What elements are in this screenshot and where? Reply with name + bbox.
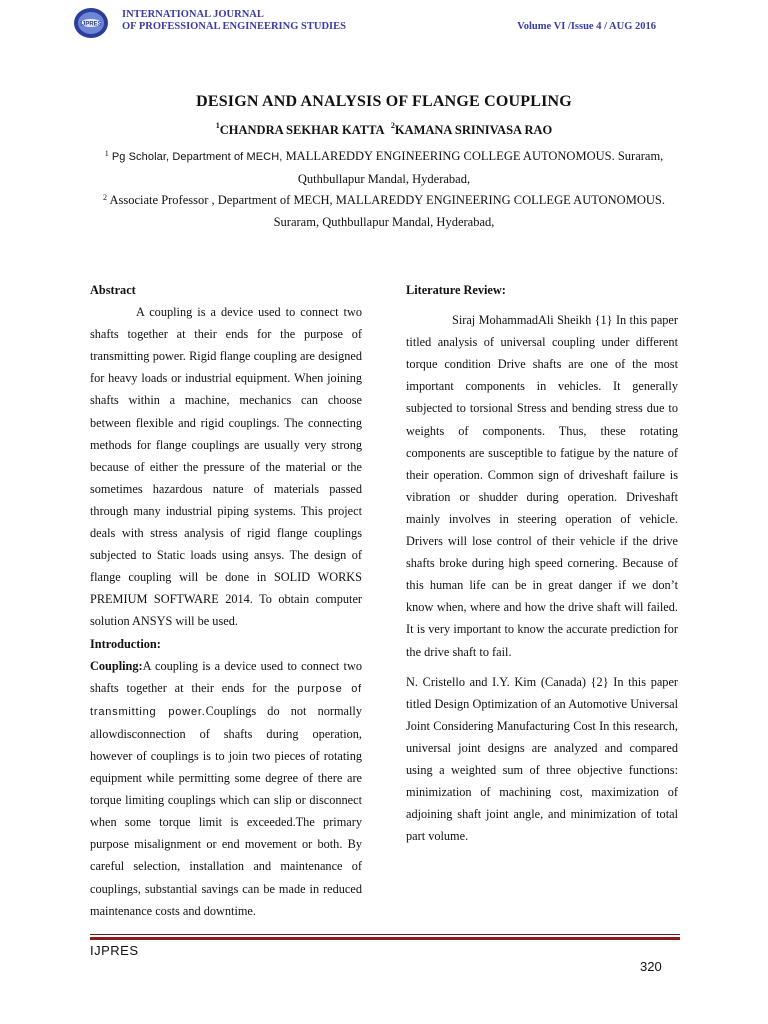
affiliation-1-sup: 1: [104, 149, 109, 158]
left-column: [90, 279, 362, 922]
affiliation-1: [90, 145, 678, 190]
literature-review-heading: Literature Review:: [406, 283, 506, 297]
author-list: [0, 123, 768, 138]
abstract-text: A coupling is a device used to connect two shafts together at their ends for the purpose of transmitting power. Rigid flange coupling are designed for heavy loads or industrial equipment. When joining shafts within a machine, mechanics can choose between flexible and rigid couplings. The connecting methods for flange couplings are usually very strong because of either the pressure of the material or the sometimes hazardous nature of materials passed through many industrial piping systems. This project deals with stress analysis of rigid flange couplings subjected to Static loads using ansys. The design of flange coupling will be done in SOLID WORKS PREMIUM SOFTWARE 2014. To obtain computer solution ANSYS will be used.: [90, 305, 362, 629]
right-column: [406, 279, 678, 847]
literature-paragraph-2: N. Cristello and I.Y. Kim (Canada) {2} In this paper titled Design Optimization of an Automotive Universal Joint Considering Manufacturing Cost In this research, universal joint designs are analyzed and compared using a weighted sum of three objective functions: minimization of machining cost, maximization of adjoining shaft joint angle, and minimization of total part volume.: [406, 674, 678, 844]
abstract-heading: Abstract: [90, 283, 136, 297]
affiliation-2-sup: 2: [103, 193, 108, 202]
author2-name: KAMANA SRINIVASA RAO: [394, 123, 553, 137]
journal-name-line2: OF PROFESSIONAL ENGINEERING STUDIES: [122, 21, 346, 32]
affiliation-2: [90, 189, 678, 233]
footer-rule-thick: [90, 937, 680, 940]
page-number: 320: [640, 959, 662, 974]
paper-title: DESIGN AND ANALYSIS OF FLANGE COUPLING: [196, 93, 572, 110]
volume-issue: Volume VI /Issue 4 / AUG 2016: [517, 21, 656, 32]
introduction-heading: Introduction:: [90, 636, 161, 651]
affiliation-1-line2: Quthbullapur Mandal, Hyderabad,: [297, 172, 471, 186]
journal-name-line1: INTERNATIONAL JOURNAL: [122, 9, 264, 20]
coupling-text-sans: purpose of transmitting power.: [90, 682, 363, 718]
affiliation-1-line1: MALLAREDDY ENGINEERING COLLEGE AUTONOMOUS. Suraram,: [282, 149, 664, 163]
author2-sup: 2: [390, 121, 395, 130]
literature-paragraph-1: Siraj MohammadAli Sheikh {1} In this paper titled analysis of universal coupling under different torque condition Drive shafts are one of the most important components in vehicles. It generally subjected to torsional Stress and bending stress due to weights of components. Thus, these rotating components are susceptible to fatigue by the nature of their operation. Common sign of driveshaft failure is vibration or shudder during operation. Driveshaft mainly involves in steering operation of vehicle. Drivers will lose control of their vehicle if the drive shafts broke during high speed cornering. Because of this human life can be in great danger if we don’t know when, where and how the drive shaft will failed. It is very important to know the accurate prediction for the drive shaft to fail.: [406, 313, 678, 659]
affiliation-2-line2: Suraram, Quthbullapur Mandal, Hyderabad,: [273, 215, 495, 229]
footer-journal: IJPRES: [90, 943, 139, 958]
author1-name: CHANDRA SEKHAR KATTA: [219, 123, 385, 137]
coupling-paragraph: [90, 655, 362, 922]
affiliation-1-role: Pg Scholar, Department of MECH,: [111, 151, 283, 163]
journal-logo: [72, 6, 110, 40]
coupling-text-a: A coupling is a device used to connect two shafts together at their ends for the: [90, 658, 362, 695]
footer-rule-thin: [90, 934, 680, 935]
logo-text: IJPRES: [80, 21, 102, 28]
affiliation-2-line1: Associate Professor , Department of MECH, MALLAREDDY ENGINEERING COLLEGE AUTONOMOUS.: [107, 193, 665, 207]
author1-sup: 1: [215, 121, 220, 130]
coupling-text-b: Couplings do not normally allowdisconnection of shafts during operation, however of couplings is to join two pieces of rotating equipment while permitting some degree of there are torque limiting couplings which can slip or disconnect when some torque limit is exceeded.The primary purpose misalignment or end movement or both. By careful selection, installation and maintenance of couplings, substantial savings can be made in reduced maintenance costs and downtime.: [90, 703, 362, 918]
coupling-label: Coupling:: [90, 658, 143, 673]
journal-name: [122, 9, 346, 33]
